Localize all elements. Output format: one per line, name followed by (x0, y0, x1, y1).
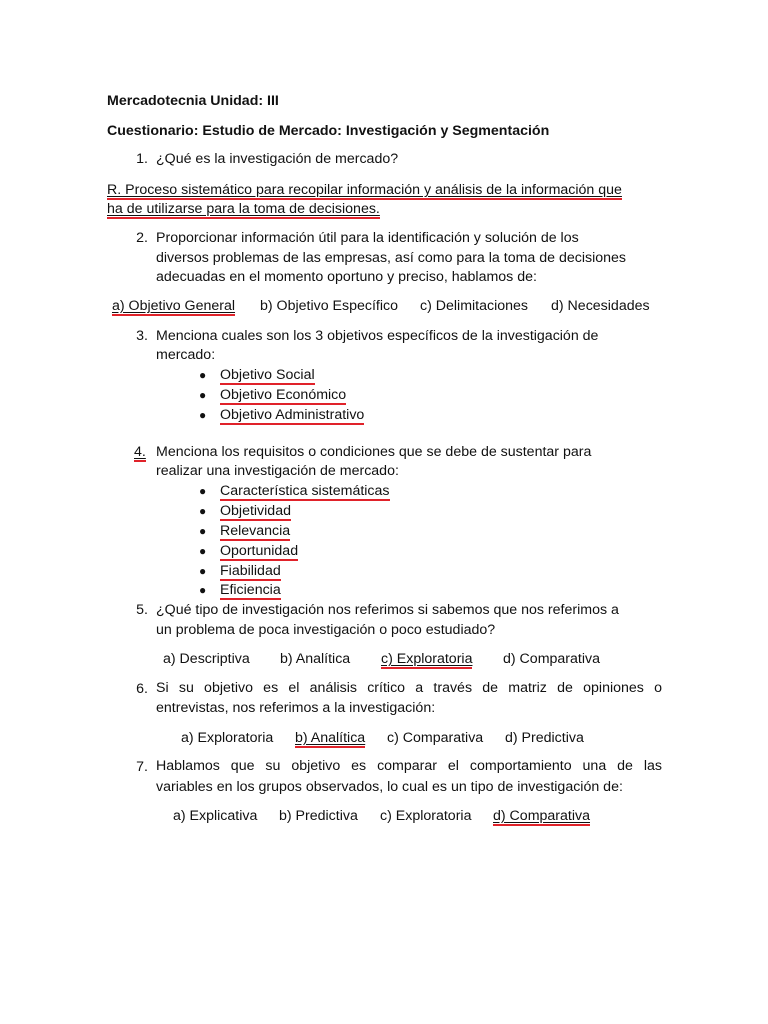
bullet-icon: ● (199, 583, 207, 597)
answer-option-selected: d) Comparativa (493, 808, 590, 824)
bullet-icon: ● (199, 564, 207, 578)
question-text: Si su objetivo es el análisis crítico a través de matriz de opiniones o (156, 680, 662, 696)
question-text: Hablamos que su objetivo es comparar el comportamiento una de las (156, 758, 662, 774)
document-title: Mercadotecnia Unidad: III (107, 93, 279, 109)
question-text: realizar una investigación de mercado: (156, 463, 399, 479)
answer-option: b) Predictiva (279, 808, 358, 824)
list-item: Fiabilidad (220, 563, 281, 579)
answer-option: c) Delimitaciones (420, 298, 529, 314)
bullet-icon: ● (199, 544, 207, 558)
answer-option: d) Comparativa (503, 651, 600, 667)
answer-option: d) Necesidades (551, 298, 650, 314)
answer-text: R. Proceso sistemático para recopilar información y análisis de la información que (107, 182, 622, 198)
bullet-icon: ● (199, 484, 207, 498)
question-text: adecuadas en el momento oportuno y preciso, hablamos de: (156, 269, 537, 285)
question-text: variables en los grupos observados, lo cual es un tipo de investigación de: (156, 779, 623, 795)
question-text: mercado: (156, 347, 216, 363)
list-item: Relevancia (220, 523, 291, 539)
question-text: Menciona los requisitos o condiciones que se debe de sustentar para (156, 444, 592, 460)
list-item: Objetivo Económico (220, 387, 347, 403)
answer-option-selected: b) Analítica (295, 730, 366, 746)
list-item: Objetivo Social (220, 367, 315, 383)
bullet-icon: ● (199, 388, 207, 402)
list-item: Objetividad (220, 503, 291, 519)
question-text: Menciona cuales son los 3 objetivos específicos de la investigación de (156, 328, 599, 344)
bullet-icon: ● (199, 368, 207, 382)
answer-option: a) Exploratoria (181, 730, 274, 746)
answer-option: b) Objetivo Específico (260, 298, 398, 314)
question-text: entrevistas, nos referimos a la investigación: (156, 700, 436, 716)
list-item: Objetivo Administrativo (220, 407, 365, 423)
answer-option: b) Analítica (280, 651, 351, 667)
question-text: un problema de poca investigación o poco estudiado? (156, 622, 496, 638)
answer-option: a) Descriptiva (163, 651, 250, 667)
list-item: Eficiencia (220, 582, 281, 598)
answer-option: a) Explicativa (173, 808, 258, 824)
answer-option-selected: c) Exploratoria (381, 651, 473, 667)
answer-text: ha de utilizarse para la toma de decisiones. (107, 201, 380, 217)
list-item: Característica sistemáticas (220, 483, 390, 499)
document-subtitle: Cuestionario: Estudio de Mercado: Investigación y Segmentación (107, 123, 550, 139)
list-item: Oportunidad (220, 543, 299, 559)
bullet-icon: ● (199, 408, 207, 422)
bullet-icon: ● (199, 524, 207, 538)
question-text: ¿Qué es la investigación de mercado? (156, 151, 399, 167)
question-text: diversos problemas de las empresas, así como para la toma de decisiones (156, 250, 626, 266)
question-number: 5. (136, 602, 148, 618)
question-text: Proporcionar información útil para la identificación y solución de los (156, 230, 579, 246)
answer-option: d) Predictiva (505, 730, 584, 746)
question-number: 6. (136, 681, 148, 697)
question-number: 4. (134, 444, 146, 460)
answer-option: c) Exploratoria (380, 808, 472, 824)
question-number: 2. (136, 230, 148, 246)
question-number: 7. (136, 759, 148, 775)
bullet-icon: ● (199, 504, 207, 518)
question-text: ¿Qué tipo de investigación nos referimos si sabemos que nos referimos a (156, 602, 619, 618)
question-number: 1. (136, 151, 148, 167)
answer-option: c) Comparativa (387, 730, 484, 746)
question-number: 3. (136, 328, 148, 344)
answer-option-selected: a) Objetivo General (112, 298, 236, 314)
